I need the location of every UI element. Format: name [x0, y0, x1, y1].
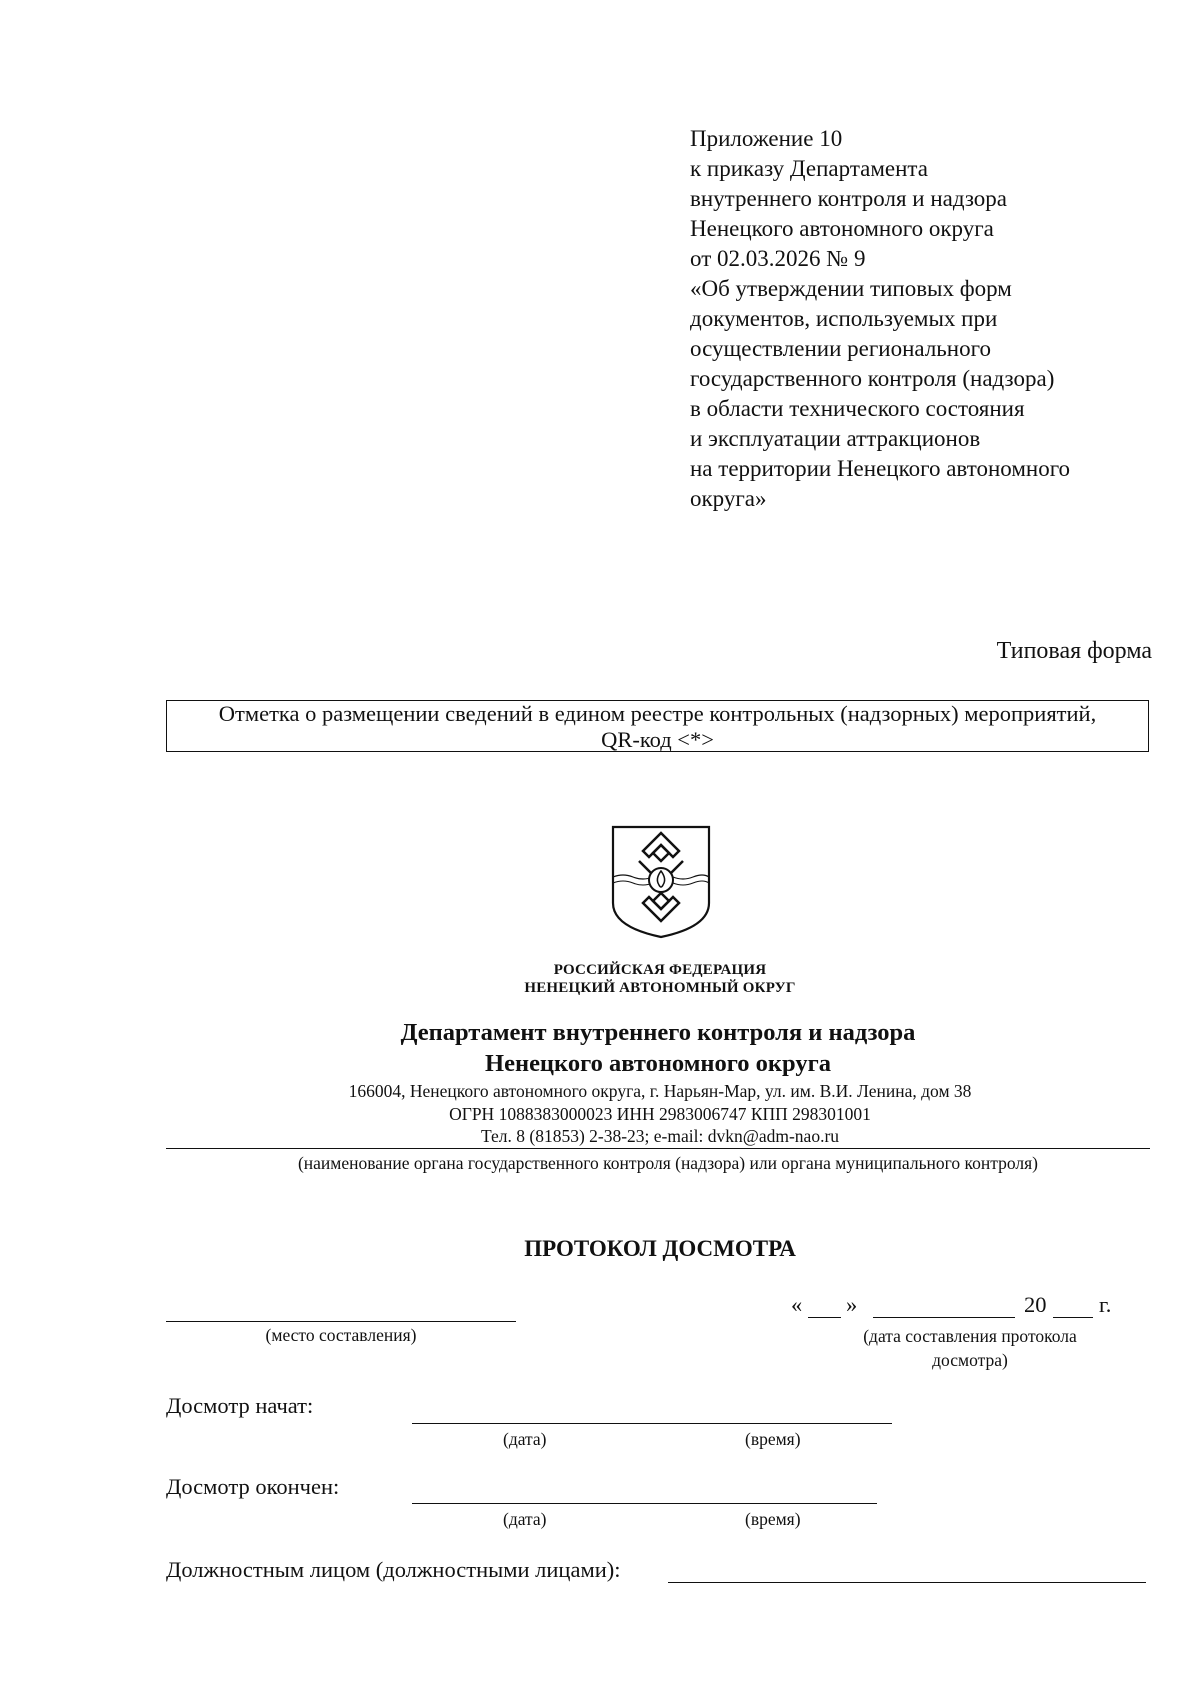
date-open-quote: «	[791, 1292, 803, 1317]
appendix-line: государственного контроля (надзора)	[690, 366, 1055, 391]
year-prefix: 20	[1024, 1292, 1047, 1317]
coat-of-arms-icon	[609, 823, 713, 941]
appendix-line: на территории Ненецкого автономного	[690, 456, 1071, 481]
year-field-line[interactable]	[1053, 1317, 1093, 1318]
date-caption-line2: досмотра)	[932, 1350, 1008, 1370]
month-field-line[interactable]	[873, 1317, 1015, 1318]
department-contacts: Тел. 8 (81853) 2-38-23; e-mail: dvkn@adm-nao.ru	[480, 1126, 840, 1146]
org-name-caption: (наименование органа государственного контроля (надзора) или органа муниципального контроля)	[297, 1153, 1039, 1173]
department-ids: ОГРН 1088383000023 ИНН 2983006747 КПП 298301001	[449, 1104, 871, 1124]
appendix-block	[690, 124, 1070, 514]
region-name: НЕНЕЦКИЙ АВТОНОМНЫЙ ОКРУГ	[524, 980, 796, 996]
start-date-caption: (дата)	[503, 1429, 547, 1449]
date-caption-line1: (дата составления протокола	[863, 1326, 1077, 1346]
date-close-quote: »	[846, 1292, 858, 1317]
org-name-line	[166, 1148, 1150, 1149]
start-label: Досмотр начат:	[166, 1393, 314, 1418]
registry-box-line2: QR-код <*>	[601, 727, 714, 752]
form-type-label: Типовая форма	[996, 638, 1152, 664]
place-field-line[interactable]	[166, 1321, 516, 1322]
day-field-line[interactable]	[808, 1317, 841, 1318]
end-time-caption: (время)	[745, 1509, 801, 1529]
appendix-line: «Об утверждении типовых форм	[690, 276, 1012, 301]
protocol-title: ПРОТОКОЛ ДОСМОТРА	[524, 1236, 796, 1261]
place-caption: (место составления)	[265, 1325, 417, 1345]
end-label: Досмотр окончен:	[166, 1474, 340, 1499]
officials-label: Должностным лицом (должностными лицами):	[166, 1557, 621, 1582]
appendix-line: к приказу Департамента	[690, 156, 928, 181]
department-title-line1: Департамент внутреннего контроля и надзора	[400, 1019, 916, 1046]
registry-box	[166, 700, 1149, 752]
appendix-line: внутреннего контроля и надзора	[690, 186, 1008, 211]
start-field-line[interactable]	[412, 1423, 892, 1424]
end-field-line[interactable]	[412, 1503, 877, 1504]
department-title-line2: Ненецкого автономного округа	[485, 1050, 831, 1077]
appendix-line: от 02.03.2026 № 9	[690, 246, 866, 271]
country-name: РОССИЙСКАЯ ФЕДЕРАЦИЯ	[553, 962, 767, 978]
appendix-line: Ненецкого автономного округа	[690, 216, 994, 241]
date-caption	[820, 1324, 1120, 1372]
year-suffix: г.	[1099, 1292, 1112, 1317]
appendix-line: документов, используемых при	[690, 306, 998, 331]
appendix-line: Приложение 10	[690, 126, 843, 151]
appendix-line: округа»	[690, 486, 767, 511]
department-address: 166004, Ненецкого автономного округа, г. Нарьян-Мар, ул. им. В.И. Ленина, дом 38	[348, 1081, 972, 1101]
appendix-line: осуществлении регионального	[690, 336, 991, 361]
start-time-caption: (время)	[745, 1429, 801, 1449]
appendix-line: и эксплуатации аттракционов	[690, 426, 981, 451]
officials-field-line[interactable]	[668, 1582, 1146, 1583]
end-date-caption: (дата)	[503, 1509, 547, 1529]
appendix-line: в области технического состояния	[690, 396, 1025, 421]
registry-box-line1: Отметка о размещении сведений в едином реестре контрольных (надзорных) мероприятий,	[218, 701, 1097, 726]
